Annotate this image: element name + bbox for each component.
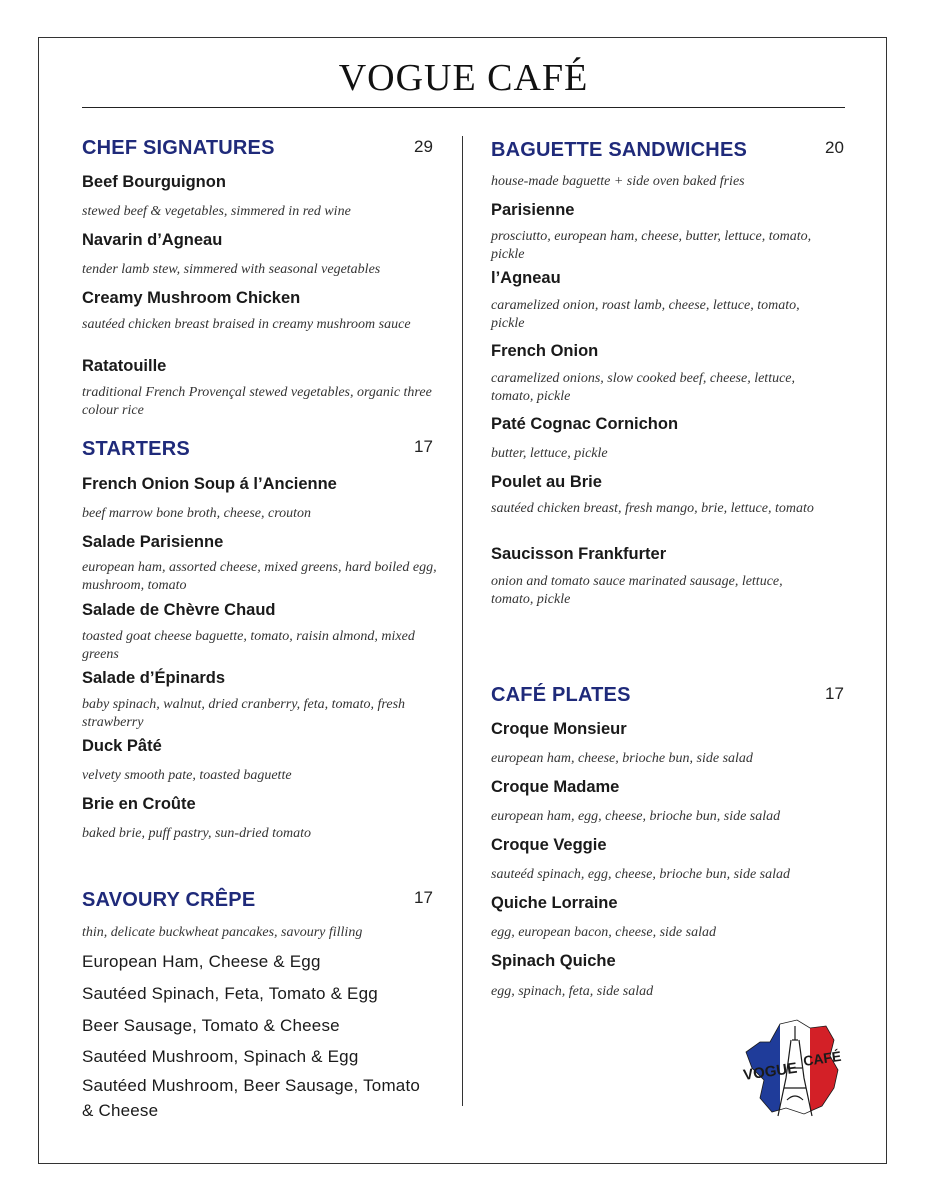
menu-item-desc: sautéed chicken breast, fresh mango, brie, lettuce, tomato	[491, 501, 814, 516]
menu-item-name: Duck Pâté	[82, 737, 162, 755]
section-price-chef-signatures: 29	[414, 137, 433, 156]
crepe-item: European Ham, Cheese & Egg	[82, 952, 321, 971]
section-price-savoury-crepe: 17	[414, 888, 433, 907]
crepe-item: Sautéed Mushroom, Beer Sausage, Tomato	[82, 1076, 421, 1095]
menu-item-name: Paté Cognac Cornichon	[491, 415, 679, 433]
menu-item-desc: sauteéd spinach, egg, cheese, brioche bun, side salad	[491, 867, 790, 882]
menu-item-desc: caramelized onions, slow cooked beef, cheese, lettuce, tomato, pickle	[491, 371, 796, 404]
section-heading-chef-signatures: CHEF SIGNATURES	[82, 137, 275, 159]
crepe-item: Sautéed Spinach, Feta, Tomato & Egg	[82, 984, 378, 1003]
section-heading-baguette-sandwiches: BAGUETTE SANDWICHES	[491, 139, 748, 161]
section-price-starters: 17	[414, 437, 433, 456]
menu-item-desc: butter, lettuce, pickle	[491, 446, 608, 461]
crepe-item: Sautéed Mushroom, Spinach & Egg	[82, 1047, 359, 1066]
logo-text-cafe: CAFÉ	[802, 1047, 843, 1069]
section-desc-savoury-crepe: thin, delicate buckwheat pancakes, savoury filling	[82, 925, 363, 940]
menu-item-desc: caramelized onion, roast lamb, cheese, lettuce, tomato, pickle	[491, 298, 800, 331]
menu-item-name: Ratatouille	[82, 357, 167, 375]
section-price-baguette-sandwiches: 20	[825, 138, 844, 157]
crepe-item: & Cheese	[82, 1101, 159, 1120]
menu-item-name: Spinach Quiche	[491, 952, 616, 970]
menu-item-name: French Onion	[491, 342, 599, 360]
menu-item-desc: prosciutto, european ham, cheese, butter, lettuce, tomato, pickle	[491, 229, 812, 262]
menu-item-desc: traditional French Provençal stewed vegetables, organic three colour rice	[82, 385, 432, 418]
menu-item-desc: onion and tomato sauce marinated sausage, lettuce, tomato, pickle	[491, 574, 783, 607]
section-desc-baguette-sandwiches: house-made baguette + side oven baked fries	[491, 174, 745, 189]
menu-item-name: Saucisson Frankfurter	[491, 545, 667, 563]
menu-item-name: Parisienne	[491, 201, 575, 219]
menu-title: VOGUE CAFÉ	[338, 57, 589, 99]
menu-item-desc: european ham, assorted cheese, mixed greens, hard boiled egg, mushroom, tomato	[82, 560, 437, 593]
menu-item-desc: european ham, cheese, brioche bun, side salad	[491, 751, 753, 766]
menu-item-name: Poulet au Brie	[491, 473, 602, 491]
menu-item-name: Salade de Chèvre Chaud	[82, 601, 276, 619]
menu-item-desc: tender lamb stew, simmered with seasonal vegetables	[82, 262, 381, 277]
menu-item-desc: velvety smooth pate, toasted baguette	[82, 768, 292, 783]
menu-item-desc: egg, european bacon, cheese, side salad	[491, 925, 716, 940]
menu-item-name: Beef Bourguignon	[82, 173, 226, 191]
title-rule	[82, 107, 845, 108]
menu-item-name: Salade Parisienne	[82, 533, 224, 551]
menu-item-name: Creamy Mushroom Chicken	[82, 289, 301, 307]
logo-text-vogue: VOGUE	[742, 1059, 799, 1084]
menu-item-desc: baby spinach, walnut, dried cranberry, feta, tomato, fresh strawberry	[82, 697, 406, 730]
menu-item-desc: stewed beef & vegetables, simmered in red wine	[82, 204, 351, 219]
menu-item-name: Salade d’Épinards	[82, 669, 226, 687]
section-heading-starters: STARTERS	[82, 438, 190, 460]
menu-item-name: Brie en Croûte	[82, 795, 196, 813]
menu-item-desc: sautéed chicken breast braised in creamy mushroom sauce	[82, 317, 411, 332]
menu-item-name: Quiche Lorraine	[491, 894, 618, 912]
menu-item-name: French Onion Soup á l’Ancienne	[82, 475, 337, 493]
menu-item-name: l’Agneau	[491, 269, 561, 287]
menu-item-name: Croque Veggie	[491, 836, 607, 854]
menu-item-desc: toasted goat cheese baguette, tomato, raisin almond, mixed greens	[82, 629, 415, 662]
menu-item-name: Croque Monsieur	[491, 720, 627, 738]
menu-item-desc: beef marrow bone broth, cheese, crouton	[82, 506, 312, 521]
section-price-cafe-plates: 17	[825, 684, 844, 703]
vogue-cafe-logo	[742, 1018, 852, 1118]
crepe-item: Beer Sausage, Tomato & Cheese	[82, 1016, 340, 1035]
menu-item-desc: european ham, egg, cheese, brioche bun, side salad	[491, 809, 781, 824]
section-heading-savoury-crepe: SAVOURY CRÊPE	[82, 889, 256, 911]
section-heading-cafe-plates: CAFÉ PLATES	[491, 684, 631, 706]
menu-item-name: Navarin d’Agneau	[82, 231, 223, 249]
menu-item-name: Croque Madame	[491, 778, 620, 796]
menu-item-desc: egg, spinach, feta, side salad	[491, 984, 654, 999]
menu-item-desc: baked brie, puff pastry, sun-dried tomato	[82, 826, 312, 841]
column-divider	[462, 136, 463, 1106]
